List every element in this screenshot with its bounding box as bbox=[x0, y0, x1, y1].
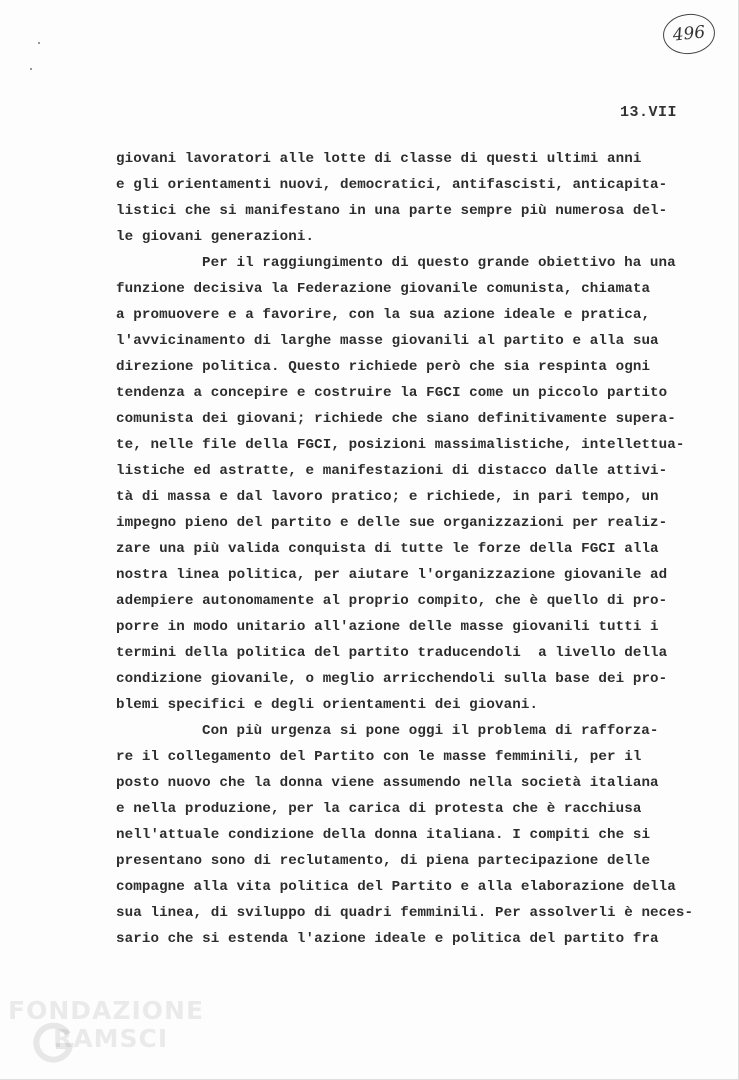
text-line: listiche ed astratte, e manifestazioni di distacco dalle attivi- bbox=[116, 463, 668, 479]
text-line: te, nelle file della FGCI, posizioni massimalistiche, intellettua- bbox=[116, 437, 685, 453]
text-line: posto nuovo che la donna viene assumendo nella società italiana bbox=[116, 775, 659, 791]
text-line: e nella produzione, per la carica di protesta che è racchiusa bbox=[116, 801, 642, 817]
text-line: tendenza a concepire e costruire la FGCI come un piccolo partito bbox=[116, 385, 668, 401]
text-line: le giovani generazioni. bbox=[116, 229, 315, 245]
text-line: zare una più valida conquista di tutte le forze della FGCI alla bbox=[116, 541, 659, 557]
page-number: 13.VII bbox=[620, 104, 678, 121]
text-line: Per il raggiungimento di questo grande obiettivo ha una bbox=[202, 255, 676, 271]
text-line: termini della politica del partito traducendoli a livello della bbox=[116, 645, 668, 661]
text-line: sua linea, di sviluppo di quadri femminili. Per assolverli è neces- bbox=[116, 905, 694, 921]
text-line: presentano sono di reclutamento, di piena partecipazione delle bbox=[116, 853, 651, 869]
text-line: nostra linea politica, per aiutare l'organizzazione giovanile ad bbox=[116, 567, 668, 583]
text-line: funzione decisiva la Federazione giovanile comunista, chiamata bbox=[116, 281, 651, 297]
text-line: e gli orientamenti nuovi, democratici, antifascisti, anticapita- bbox=[116, 177, 668, 193]
archive-stamp-number: 496 bbox=[671, 22, 707, 46]
text-line: impegno pieno del partito e delle sue organizzazioni per realiz- bbox=[116, 515, 668, 531]
text-line: nell'attuale condizione della donna italiana. I compiti che si bbox=[116, 827, 651, 843]
paragraph bbox=[116, 250, 701, 718]
paragraph bbox=[116, 718, 701, 952]
text-line: giovani lavoratori alle lotte di classe di questi ultimi anni bbox=[116, 151, 642, 167]
archive-stamp bbox=[661, 11, 717, 56]
text-line: compagne alla vita politica del Partito e alla elaborazione della bbox=[116, 879, 676, 895]
text-line: direzione politica. Questo richiede però che sia respinta ogni bbox=[116, 359, 651, 375]
text-line: tà di massa e dal lavoro pratico; e richiede, in pari tempo, un bbox=[116, 489, 659, 505]
paper-speck bbox=[38, 42, 40, 44]
text-line: a promuovere e a favorire, con la sua azione ideale e pratica, bbox=[116, 307, 651, 323]
watermark-text-bottom: RAMSCI bbox=[53, 1024, 169, 1053]
text-line: Con più urgenza si pone oggi il problema di rafforza- bbox=[202, 723, 659, 739]
watermark-text-top: FONDAZIONE bbox=[8, 996, 205, 1025]
paper-speck bbox=[30, 68, 32, 70]
text-line: l'avvicinamento di larghe masse giovanili al partito e alla sua bbox=[116, 333, 659, 349]
paragraph bbox=[116, 146, 701, 250]
text-line: porre in modo unitario all'azione delle masse giovanili tutti i bbox=[116, 619, 659, 635]
text-line: sario che si estenda l'azione ideale e politica del partito fra bbox=[116, 931, 659, 947]
text-line: adempiere autonomamente al proprio compito, che è quello di pro- bbox=[116, 593, 668, 609]
text-line: condizione giovanile, o meglio arricchendoli sulla base dei pro- bbox=[116, 671, 668, 687]
typed-text-body bbox=[116, 146, 701, 952]
watermark bbox=[8, 996, 205, 1076]
text-line: listici che si manifestano in una parte sempre più numerosa del- bbox=[116, 203, 668, 219]
text-line: re il collegamento del Partito con le masse femminili, per il bbox=[116, 749, 642, 765]
text-line: blemi specifici e degli orientamenti dei giovani. bbox=[116, 697, 539, 713]
text-line: comunista dei giovani; richiede che siano definitivamente supera- bbox=[116, 411, 676, 427]
